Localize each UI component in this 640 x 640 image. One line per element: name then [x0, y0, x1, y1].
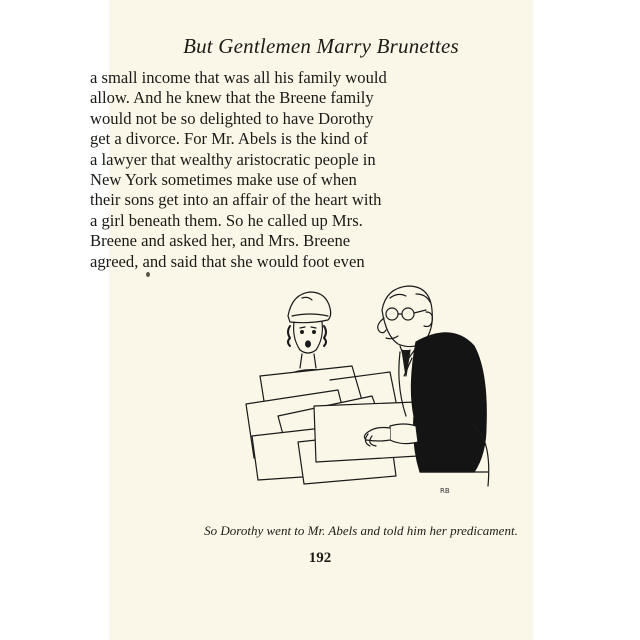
body-text-line: a small income that was all his family would [90, 68, 387, 87]
body-text-line: their sons get into an affair of the heart with [90, 190, 382, 210]
page-number: 192 [308, 550, 332, 566]
paper-speck [146, 272, 150, 277]
artist-signature: RB [440, 487, 450, 495]
running-head: But Gentlemen Marry Brunettes [183, 34, 459, 58]
body-text-line: get a divorce. For Mr. Abels is the kind of [90, 129, 368, 149]
illustration-lawyer-and-dorothy [240, 276, 502, 490]
body-text [90, 68, 387, 272]
body-text-line: a lawyer that wealthy aristocratic people in [90, 149, 376, 169]
illustration-caption: So Dorothy went to Mr. Abels and told him her predicament. [204, 523, 518, 538]
body-text-line: New York sometimes make use of when [90, 170, 357, 190]
body-text-line: a girl beneath them. So he called up Mrs. [90, 210, 363, 230]
body-text-line: Breene and asked her, and Mrs. Breene [90, 231, 351, 251]
body-text-line: agreed, and said that she would foot even [90, 251, 365, 271]
body-text-line: allow. And he knew that the Breene family [90, 88, 374, 108]
body-text-line: would not be so delighted to have Dorothy [90, 108, 374, 128]
